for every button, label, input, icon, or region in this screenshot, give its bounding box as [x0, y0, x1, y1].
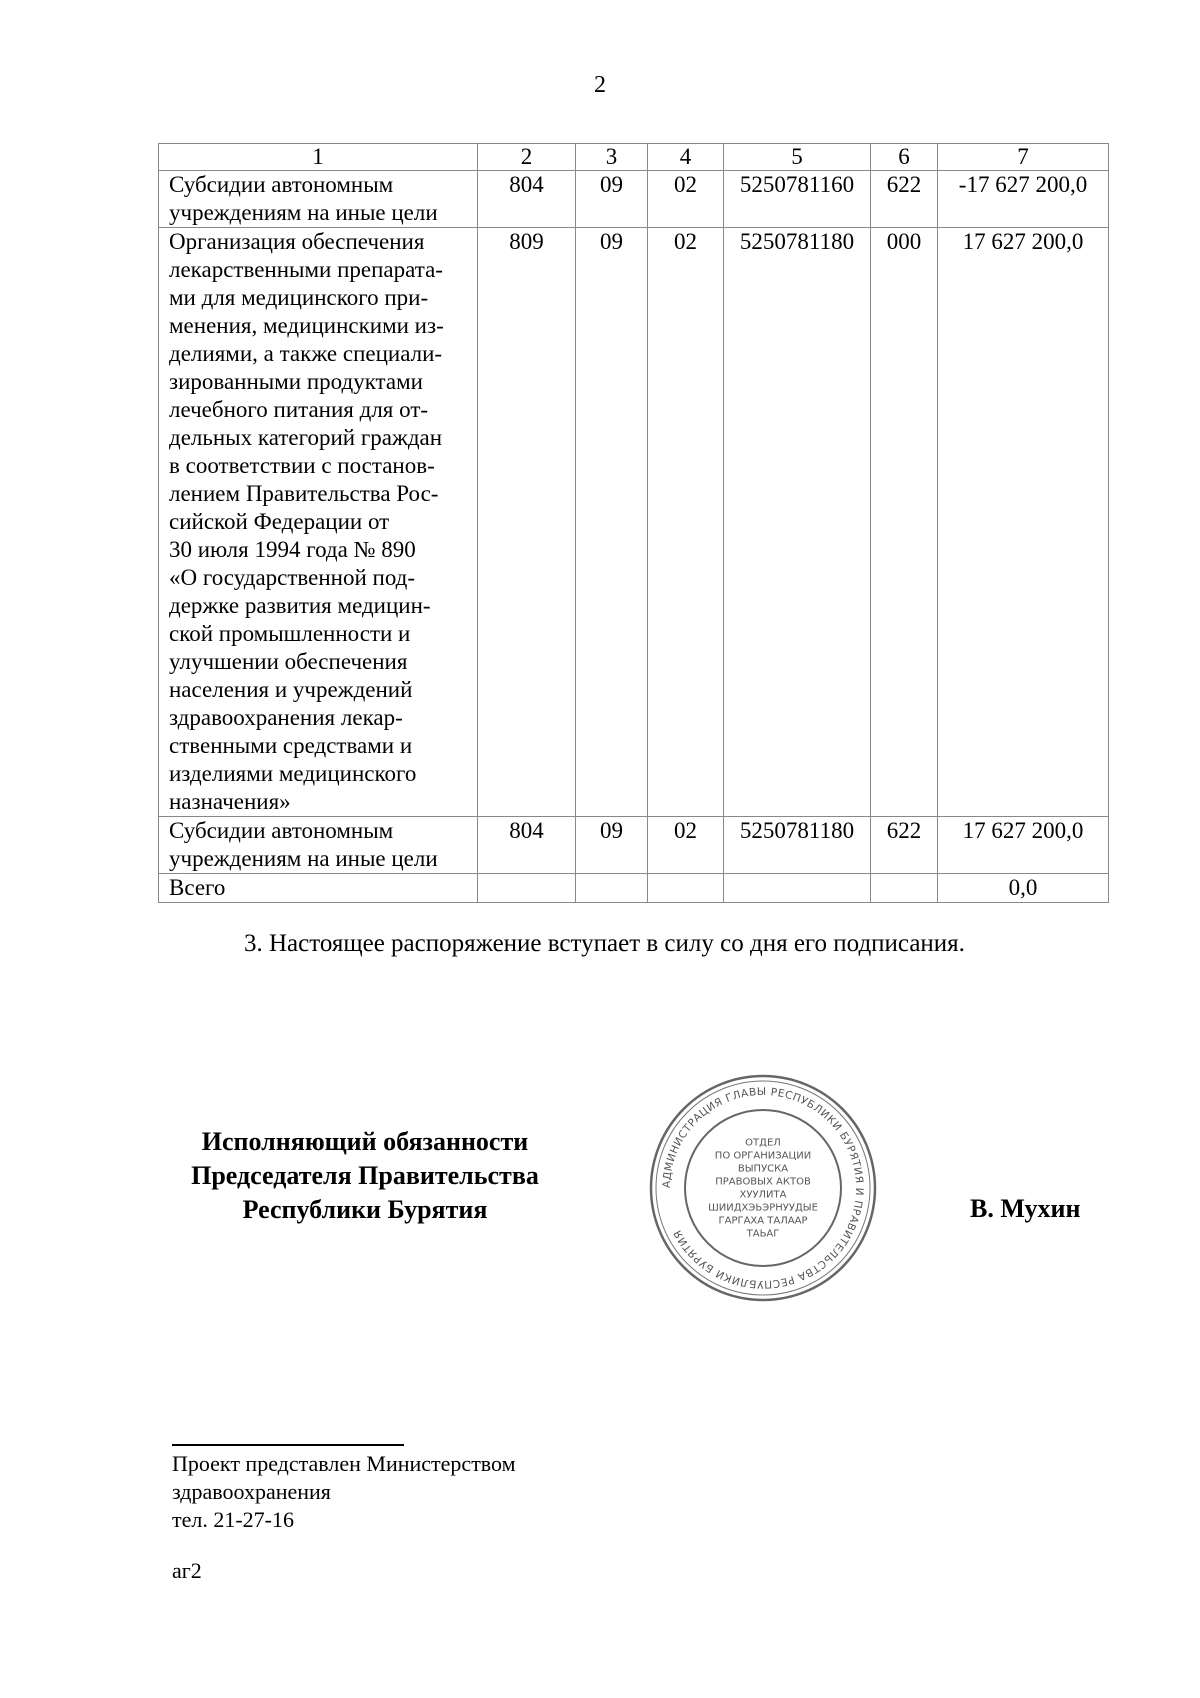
signatory-name: В. Мухин — [970, 1194, 1081, 1223]
table-total-row — [159, 874, 1109, 903]
svg-text:АДМИНИСТРАЦИЯ ГЛАВЫ РЕСПУБЛИКИ — [661, 1086, 865, 1290]
seal-center-line: ПРАВОВЫХ АКТОВ — [715, 1176, 811, 1188]
seal-center-text — [708, 1138, 818, 1240]
row-description: Субсидии автономным учреждениям на иные цели — [159, 817, 478, 874]
cell-amount: 17 627 200,0 — [938, 817, 1109, 874]
table-row — [159, 817, 1109, 874]
empty-cell — [478, 874, 576, 903]
cell-subsection: 02 — [648, 817, 724, 874]
column-header: 4 — [648, 144, 724, 171]
table-header-row — [159, 144, 1109, 171]
cell-section: 09 — [576, 171, 648, 228]
table-row — [159, 228, 1109, 817]
cell-target-article: 5250781180 — [724, 228, 871, 817]
seal-center-line: ПО ОРГАНИЗАЦИИ — [714, 1150, 812, 1162]
column-header: 1 — [159, 144, 478, 171]
document-code: аг2 — [172, 1558, 202, 1583]
total-value: 0,0 — [938, 874, 1109, 903]
footnote-divider — [172, 1444, 404, 1446]
empty-cell — [871, 874, 938, 903]
signatory-title: Исполняющий обязанности Председателя Правительства Республики Бурятия — [191, 1127, 539, 1224]
row-description: Организация обеспечения лекарственными препарата- ми для медицинского при- менения, медицинскими из- делиями, а также специали- зированными продуктами лечебного питания для от- дельных категорий граждан в соответствии с постанов- лением Правительства Рос- сийской Федерации от 30 июля 1994 года № 890 «О государственной под- держке развития медицин- ской промышленности и улучшении обеспечения населения и учреждений здравоохранения лекар- ственными средствами и изделиями медицинского назначения» — [159, 228, 478, 817]
column-header: 2 — [478, 144, 576, 171]
column-header: 6 — [871, 144, 938, 171]
cell-expense-type: 000 — [871, 228, 938, 817]
seal-center-line: ТАЬАГ — [746, 1228, 780, 1240]
seal-center-line: ВЫПУСКА — [737, 1163, 789, 1175]
cell-target-article: 5250781160 — [724, 171, 871, 228]
empty-cell — [648, 874, 724, 903]
cell-code: 809 — [478, 228, 576, 817]
footnote-text: Проект представлен Министерством здравоохранения тел. 21-27-16 — [172, 1451, 516, 1532]
cell-expense-type: 622 — [871, 171, 938, 228]
row-description: Субсидии автономным учреждениям на иные цели — [159, 171, 478, 228]
cell-expense-type: 622 — [871, 817, 938, 874]
column-header: 7 — [938, 144, 1109, 171]
cell-subsection: 02 — [648, 228, 724, 817]
clause-3: 3. Настоящее распоряжение вступает в силу со дня его подписания. — [244, 930, 965, 957]
cell-code: 804 — [478, 817, 576, 874]
page-number: 2 — [594, 72, 606, 98]
cell-target-article: 5250781180 — [724, 817, 871, 874]
cell-section: 09 — [576, 817, 648, 874]
cell-code: 804 — [478, 171, 576, 228]
official-seal — [648, 1073, 878, 1303]
seal-center-line: ГАРГАХА ТАЛААР — [718, 1215, 808, 1227]
column-header: 3 — [576, 144, 648, 171]
empty-cell — [724, 874, 871, 903]
seal-ring-text: АДМИНИСТРАЦИЯ ГЛАВЫ РЕСПУБЛИКИ БУРЯТИЯ И ПРАВИТЕЛЬСТВА РЕСПУБЛИКИ БУРЯТИЯ — [660, 1085, 866, 1291]
seal-center-line: ХУУЛИТА — [739, 1189, 787, 1201]
budget-table — [158, 143, 1109, 903]
seal-center-line: ОТДЕЛ — [745, 1137, 781, 1149]
cell-subsection: 02 — [648, 171, 724, 228]
column-header: 5 — [724, 144, 871, 171]
seal-center-line: ШИИДХЭЬЭРНУУДЫЕ — [708, 1202, 818, 1214]
cell-amount: 17 627 200,0 — [938, 228, 1109, 817]
cell-amount: -17 627 200,0 — [938, 171, 1109, 228]
total-label: Всего — [159, 874, 478, 903]
empty-cell — [576, 874, 648, 903]
cell-section: 09 — [576, 228, 648, 817]
table-row — [159, 171, 1109, 228]
